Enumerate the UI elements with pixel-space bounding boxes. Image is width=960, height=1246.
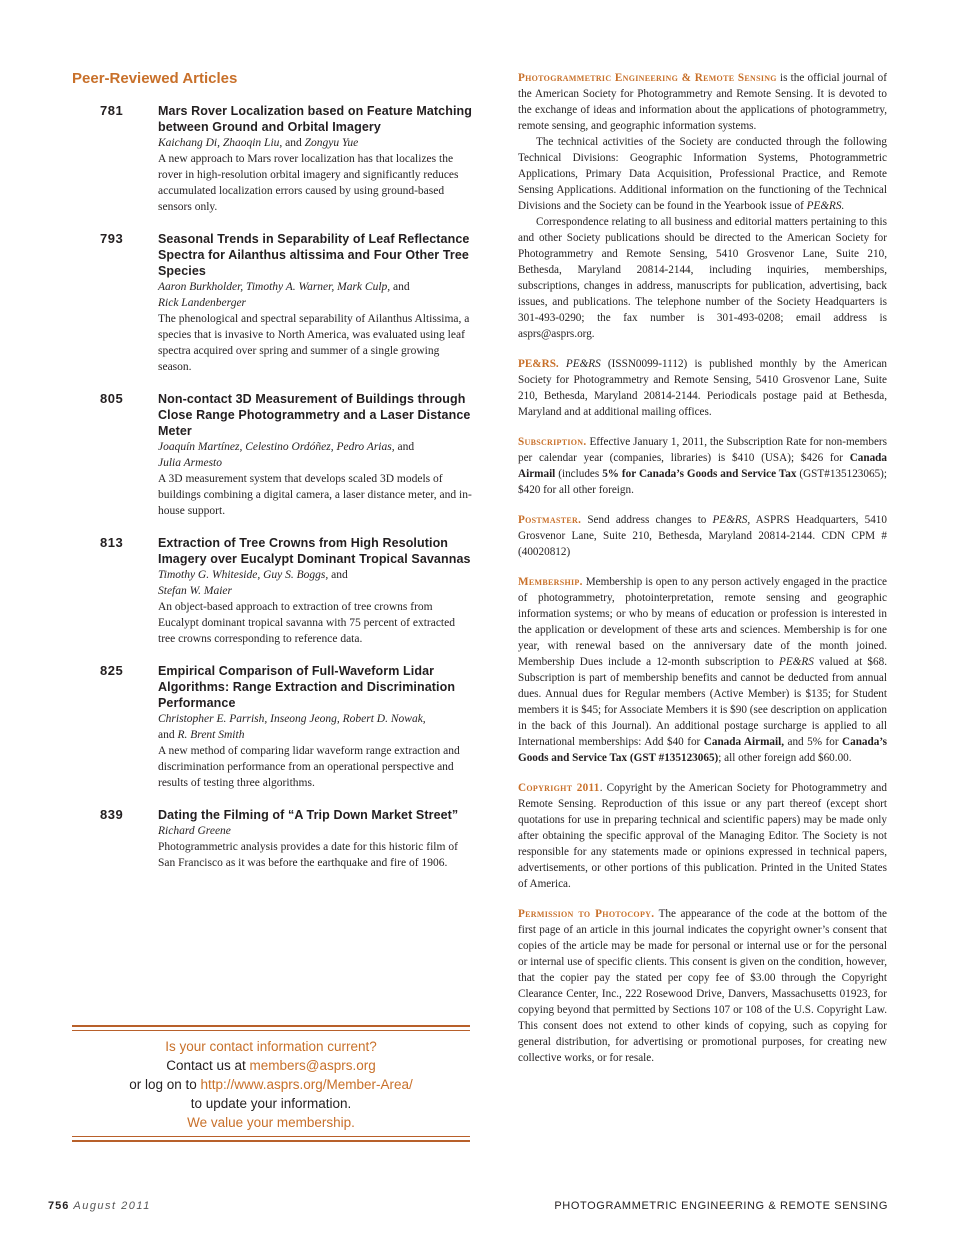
article-authors xyxy=(158,439,472,471)
pers-block xyxy=(518,356,887,420)
article-body xyxy=(158,663,472,791)
article-description: A 3D measurement system that develops scaled 3D models of buildings combining a digital camera, a laser distance meter, and in-house support. xyxy=(158,473,472,517)
membership-block xyxy=(518,574,887,766)
sub-text-2: (includes xyxy=(555,468,603,480)
divisions-text: The technical activities of the Society are conducted through the following Technical Divisions: Geographic Information Systems, Photogrammetric Applications, Primary Data Acquisition, Professional Practice, and Remote Sensing Applications. Additional information on the functioning of the Technical Divisions and the Society can be found in the Yearbook issue of xyxy=(518,136,887,212)
article-body xyxy=(158,231,472,375)
mem-text-4: ; all other foreign add $60.00. xyxy=(718,752,852,764)
authors-list: Aaron Burkholder, Timothy A. Warner, Mark Culp, xyxy=(158,281,391,293)
article-page-number: 813 xyxy=(100,535,124,550)
article-page-number: 825 xyxy=(100,663,124,678)
footer-folio xyxy=(48,1200,151,1212)
sub-text-1: Effective January 1, 2011, the Subscription Rate for non-members per calendar year (companies, libraries) is $410 (USA); $426 for xyxy=(518,436,887,464)
article-page-number: 793 xyxy=(100,231,124,246)
contact-prefix: Contact us at xyxy=(166,1058,250,1073)
article-entry xyxy=(72,231,472,375)
journal-name-head: Photogrammetric Engineering & Remote Sensing xyxy=(518,72,777,84)
box-rule-top xyxy=(72,1030,470,1031)
pers-ital: PE&RS xyxy=(565,358,601,370)
article-authors xyxy=(158,711,472,743)
mem-bold-2: Canada’s Goods and Service Tax (GST #135123065) xyxy=(518,736,887,764)
authors-list: Richard Greene xyxy=(158,825,231,837)
sub-bold-2: 5% for Canada’s Goods and Service Tax xyxy=(602,468,797,480)
mem-ital: PE&RS xyxy=(779,656,814,668)
last-author: Julia Armesto xyxy=(158,457,222,469)
article-entry xyxy=(72,807,472,871)
article-page-number: 805 xyxy=(100,391,124,406)
authors-list: Christopher E. Parrish, Inseong Jeong, Robert D. Nowak, xyxy=(158,713,426,725)
post-text-2: ASPRS Headquarters, 5410 Grosvenor Lane, Suite 210, Bethesda, Maryland 20814-2144. CDN CPM #(40020812) xyxy=(518,514,887,558)
contact-info-box xyxy=(72,1025,470,1142)
article-entry xyxy=(72,535,472,647)
article-title[interactable]: Empirical Comparison of Full-Waveform Lidar Algorithms: Range Extraction and Discrimination Performance xyxy=(158,664,456,710)
article-authors xyxy=(158,567,472,599)
article-body xyxy=(158,807,472,871)
article-authors xyxy=(158,823,472,839)
subscription-head: Subscription. xyxy=(518,436,587,448)
last-author: R. Brent Smith xyxy=(177,729,245,741)
footer-journal-name: PHOTOGRAMMETRIC ENGINEERING & REMOTE SENSING xyxy=(554,1200,888,1212)
post-text-1: Send address changes to xyxy=(581,514,713,526)
member-area-link[interactable]: http://www.asprs.org/Member-Area/ xyxy=(200,1077,413,1092)
authors-and: and xyxy=(285,137,302,149)
authors-list: Timothy G. Whiteside, Guy S. Boggs, xyxy=(158,569,329,581)
intro-text: is the official journal of the American Society for Photogrammetry and Remote Sensing. It is devoted to the exchange of ideas and information about the applications of photogrammetry, remote sensing, and geographic information systems. xyxy=(518,72,887,132)
pers-text: (ISSN0099-1112) is published monthly by the American Society for Photogrammetry and Remote Sensing, 5410 Grosvenor Lane, Suite 210, Bethesda, Maryland 20814-2144. Periodicals postage paid at Bethesda, Maryland and at additional mailing offices. xyxy=(518,358,888,418)
article-title[interactable]: Seasonal Trends in Separability of Leaf Reflectance Spectra for Ailanthus altissima and Four Other Tree Species xyxy=(158,232,470,278)
authors-and: and xyxy=(397,441,415,453)
article-entry xyxy=(72,103,472,215)
article-title[interactable]: Mars Rover Localization based on Feature Matching between Ground and Orbital Imagery xyxy=(158,104,472,134)
article-description: A new approach to Mars rover localization has that localizes the rover in high-resolution orbital imagery and significantly reduces accumulated localization errors caused by using ground-based sensors only. xyxy=(158,153,459,213)
postmaster-head: Postmaster. xyxy=(518,514,582,526)
pers-head: PE&RS. xyxy=(518,358,559,370)
divisions-ital: PE&RS. xyxy=(806,200,845,212)
permission-block xyxy=(518,906,887,1066)
journal-intro xyxy=(518,70,887,342)
copyright-text: . Copyright by the American Society for Photogrammetry and Remote Sensing. Reproduction of this issue or any part thereof (except short quotations for use in preparing technical and scientific papers) may be made only after obtaining the specific approval of the Managing Editor. The Society is not responsible for any statements made or opinions expressed in technical papers, advertisements, or other portions of this publication. Printed in the United States of America. xyxy=(518,782,887,890)
contact-value-line: We value your membership. xyxy=(187,1115,355,1130)
authors-list: Kaichang Di, Zhaoqin Liu, xyxy=(158,137,283,149)
mem-text-2: valued at $68. Subscription is part of membership benefits and cannot be deducted from annual dues. Annual dues for Regular members (Active Member) is $135; for Student members it is $45; for Associate Members it is $90 (see description on application in the back of this Journal). An additional postage surcharge is applied to all International memberships: Add $40 for xyxy=(518,656,887,748)
url-prefix: or log on to xyxy=(129,1077,201,1092)
mem-bold-1: Canada Airmail, xyxy=(703,736,785,748)
article-entry xyxy=(72,391,472,519)
section-title: Peer-Reviewed Articles xyxy=(72,70,238,87)
article-description: A new method of comparing lidar waveform range extraction and discrimination performance from an operational perspective and results of testing three algorithms. xyxy=(158,745,460,789)
article-description: The phenological and spectral separability of Ailanthus Altissima, a species that is invasive to North America, was evaluated using leaf spectra acquired over spring and summer of a single growing season. xyxy=(158,313,470,373)
article-title[interactable]: Extraction of Tree Crowns from High Resolution Imagery over Eucalypt Dominant Tropical Savannas xyxy=(158,536,471,566)
article-page-number: 781 xyxy=(100,103,124,118)
article-description: Photogrammetric analysis provides a date for this historic film of San Francisco as it was before the earthquake and fire of 1906. xyxy=(158,841,458,869)
correspondence-text: Correspondence relating to all business and editorial matters pertaining to this and other Society publications should be directed to the American Society for Photogrammetry and Remote Sensing, 5410 Grosvenor Lane, Suite 210, Bethesda, Maryland 20814-2144, including inquiries, memberships, subscriptions, changes in address, manuscripts for publication, advertising, back issues, and publications. The telephone number of the Society Headquarters is 301-493-0290; the fax number is 301-493-0208; email address is asprs@asprs.org. xyxy=(518,216,887,340)
permission-head: Permission to Photocopy. xyxy=(518,908,655,920)
article-body xyxy=(158,535,472,647)
article-entry xyxy=(72,663,472,791)
article-body xyxy=(158,391,472,519)
copyright-block xyxy=(518,780,887,892)
article-authors xyxy=(158,279,472,311)
article-description: An object-based approach to extraction of tree crowns from Eucalypt dominant tropical savanna with 75 percent of extracted tree crowns corresponding to reference data. xyxy=(158,601,455,645)
contact-email-link[interactable]: members@asprs.org xyxy=(249,1058,376,1073)
sub-bold-1: Canada Airmail xyxy=(518,452,887,480)
box-rule-bottom xyxy=(72,1136,470,1137)
article-authors xyxy=(158,135,472,151)
postmaster-block xyxy=(518,512,887,560)
authors-list: Joaquín Martínez, Celestino Ordóñez, Pedro Arias, xyxy=(158,441,395,453)
last-author: Stefan W. Maier xyxy=(158,585,232,597)
authors-and: and xyxy=(158,729,175,741)
membership-head: Membership. xyxy=(518,576,583,588)
mem-text-1: Membership is open to any person actively engaged in the practice of photogrammetry, photointerpretation, remote sensing and geographic information systems; or who by means of education or profession is interested in the application or development of these arts and sciences. Membership is for one year, with renewal based on the anniversary date of the month joined. Membership Dues include a 12-month subscription to xyxy=(518,576,887,668)
permission-text: The appearance of the code at the bottom of the first page of an article in this journal indicates the copyright owner’s consent that copies of the article may be made for personal or internal use or for the personal or internal use of specific clients. This consent is given on the condition, however, that the copier pay the stated per copy fee of $3.00 through the Copyright Clearance Center, Inc., 222 Rosewood Drive, Danvers, Massachusetts 01923, for copying beyond that permitted by Sections 107 or 108 of the U.S. Copyright Law. This consent does not extend to other kinds of copying, such as copying for general distribution, for advertising or promotional purposes, for creating new collective works, or for resale. xyxy=(518,908,887,1064)
authors-and: and xyxy=(393,281,410,293)
authors-and: and xyxy=(331,569,348,581)
page-number: 756 xyxy=(48,1200,70,1212)
article-title[interactable]: Non-contact 3D Measurement of Buildings through Close Range Photogrammetry and a Laser Distance Meter xyxy=(158,392,471,438)
issue-date: August 2011 xyxy=(73,1200,151,1212)
last-author: Rick Landenberger xyxy=(158,297,247,309)
subscription-block xyxy=(518,434,887,498)
article-title[interactable]: Dating the Filming of “A Trip Down Market Street” xyxy=(158,808,459,822)
contents-column xyxy=(72,70,472,887)
contact-url-line xyxy=(72,1075,470,1094)
sub-text-3: (GST#135123065); $420 for all other foreign. xyxy=(518,468,887,496)
mem-text-3: and 5% for xyxy=(784,736,843,748)
contact-update-line: to update your information. xyxy=(190,1096,352,1111)
article-page-number: 839 xyxy=(100,807,124,822)
last-author: Zongyu Yue xyxy=(304,137,359,149)
masthead-column xyxy=(518,70,887,1080)
post-ital: PE&RS, xyxy=(712,514,751,526)
contact-email-line xyxy=(72,1056,470,1075)
copyright-head: Copyright 2011 xyxy=(518,782,600,794)
contact-question: Is your contact information current? xyxy=(165,1039,377,1054)
article-body xyxy=(158,103,472,215)
